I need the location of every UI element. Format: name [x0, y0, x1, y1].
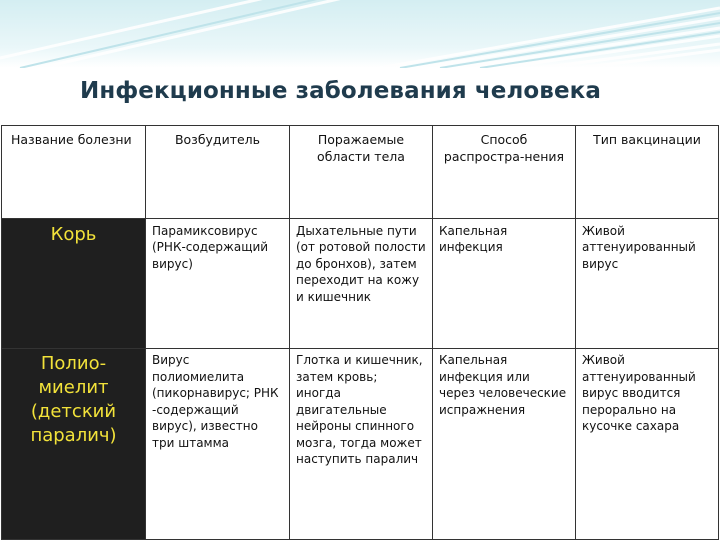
disease-name-cell: Полио-миелит (детский паралич) [2, 349, 146, 540]
decorative-header-stripes [0, 0, 720, 68]
header-pathogen: Возбудитель [146, 126, 290, 219]
diseases-table [1, 125, 719, 540]
header-affected-areas: Поражаемые области тела [290, 126, 433, 219]
header-spread-method: Способ распростра-нения [433, 126, 576, 219]
table-row [2, 218, 719, 349]
pathogen-cell: Парамиксовирус (РНК-содержащий вирус) [146, 218, 290, 349]
disease-name-cell: Корь [2, 218, 146, 349]
header-disease-name: Название болезни [2, 126, 146, 219]
header-vaccine-type: Тип вакцинации [576, 126, 719, 219]
pathogen-cell: Вирус полиомиелита (пикорнавирус; РНК -содержащий вирус), известно три штамма [146, 349, 290, 540]
vaccine-type-cell: Живой аттенуированный вирус [576, 218, 719, 349]
spread-method-cell: Капельная инфекция или через человеческие испражнения [433, 349, 576, 540]
vaccine-type-cell: Живой аттенуированный вирус вводится перорально на кусочке сахара [576, 349, 719, 540]
table-row [2, 349, 719, 540]
spread-method-cell: Капельная инфекция [433, 218, 576, 349]
table-header-row [2, 126, 719, 219]
page-title: Инфекционные заболевания человека [80, 78, 601, 104]
affected-areas-cell: Дыхательные пути (от ротовой полости до бронхов), затем переходит на кожу и кишечник [290, 218, 433, 349]
affected-areas-cell: Глотка и кишечник, затем кровь; иногда двигательные нейроны спинного мозга, тогда может наступить паралич [290, 349, 433, 540]
